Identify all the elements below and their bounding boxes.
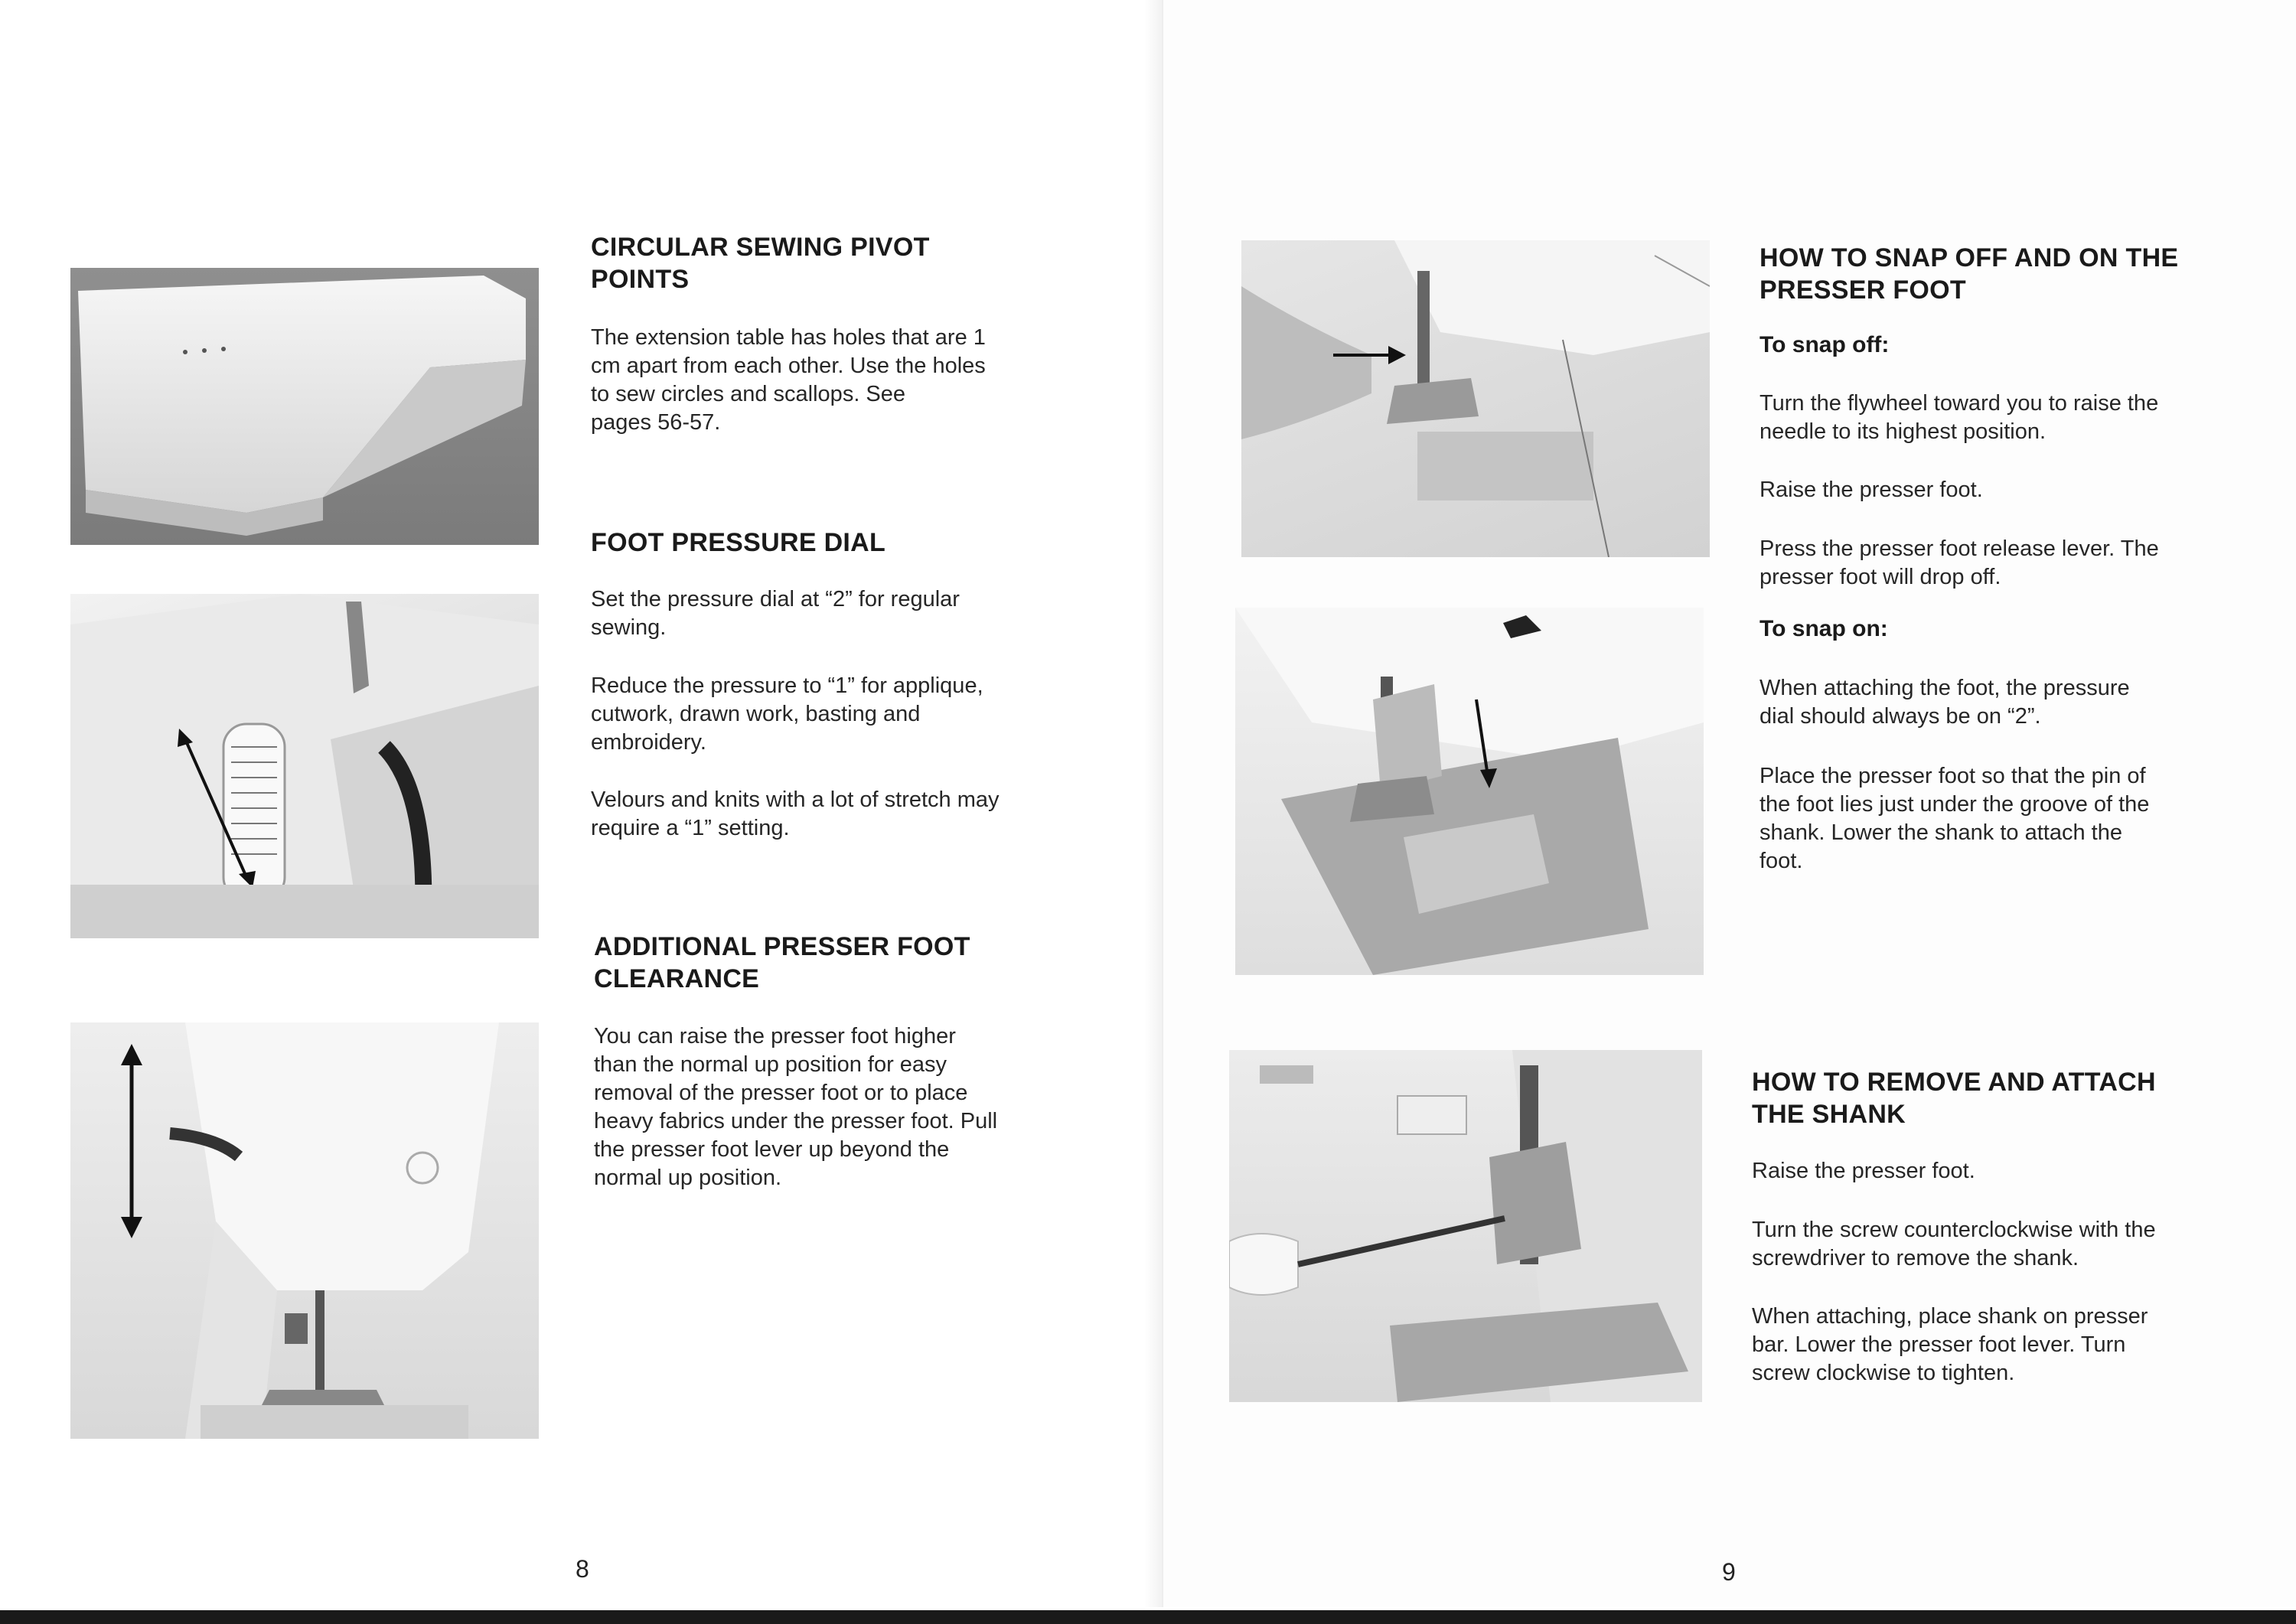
- snap-presser-foot-heading: HOW TO SNAP OFF AND ON THE PRESSER FOOT: [1760, 243, 2179, 305]
- extension-table-illustration: [70, 268, 539, 545]
- shank-step-2: Turn the screw counterclockwise with the screwdriver to remove the shank.: [1752, 1218, 2156, 1270]
- remove-shank-heading: HOW TO REMOVE AND ATTACH THE SHANK: [1752, 1068, 2156, 1129]
- snap-off-label: To snap off:: [1760, 332, 1890, 357]
- circular-sewing-text: The extension table has holes that are 1 cm apart from each other. Use the holes to sew circles and scallops. See pages 56-57.: [591, 325, 986, 435]
- foot-pressure-heading: FOOT PRESSURE DIAL: [591, 528, 886, 557]
- snap-off-foot-photo: [1241, 240, 1710, 557]
- foot-pressure-dial-photo: [70, 594, 539, 938]
- foot-pressure-text-2: Reduce the pressure to “1” for applique, cutwork, drawn work, basting and embroidery.: [591, 673, 983, 755]
- shank-step-3: When attaching, place shank on presser bar. Lower the presser foot lever. Turn screw clockwise to tighten.: [1752, 1304, 2148, 1385]
- presser-foot-clearance-photo: [70, 1022, 539, 1439]
- remove-shank-photo: [1229, 1050, 1702, 1402]
- foot-pressure-text-1: Set the pressure dial at “2” for regular sewing.: [591, 587, 960, 640]
- foot-pressure-text-3: Velours and knits with a lot of stretch may require a “1” setting.: [591, 788, 1000, 840]
- remove-shank-illustration: [1229, 1050, 1702, 1402]
- shank-step-1: Raise the presser foot.: [1752, 1159, 1975, 1183]
- page-number-left: 8: [576, 1555, 589, 1583]
- snap-off-step-1: Turn the flywheel toward you to raise the needle to its highest position.: [1760, 391, 2159, 444]
- clearance-heading: ADDITIONAL PRESSER FOOT CLEARANCE: [594, 932, 970, 993]
- right-page: [1163, 0, 2296, 1607]
- snap-on-foot-photo: [1235, 608, 1704, 975]
- circular-sewing-heading: CIRCULAR SEWING PIVOT POINTS: [591, 233, 930, 294]
- snap-on-step-1: When attaching the foot, the pressure dial should always be on “2”.: [1760, 676, 2130, 729]
- pressure-dial-illustration: [70, 594, 539, 938]
- presser-foot-clearance-illustration: [70, 1022, 539, 1439]
- snap-off-step-3: Press the presser foot release lever. The presser foot will drop off.: [1760, 536, 2159, 589]
- snap-on-step-2: Place the presser foot so that the pin of the foot lies just under the groove of the shank. Lower the shank to attach the foot.: [1760, 764, 2150, 873]
- snap-on-illustration: [1235, 608, 1704, 975]
- extension-table-photo: [70, 268, 539, 545]
- page-number-right: 9: [1722, 1558, 1736, 1586]
- snap-off-illustration: [1241, 240, 1710, 557]
- snap-off-step-2: Raise the presser foot.: [1760, 478, 1983, 502]
- scan-bottom-edge: [0, 1610, 2296, 1624]
- clearance-text: You can raise the presser foot higher than the normal up position for easy removal of the presser foot or to place heavy fabrics under the presser foot. Pull the presser foot lever up beyond the normal up position.: [594, 1024, 998, 1190]
- snap-on-label: To snap on:: [1760, 616, 1888, 641]
